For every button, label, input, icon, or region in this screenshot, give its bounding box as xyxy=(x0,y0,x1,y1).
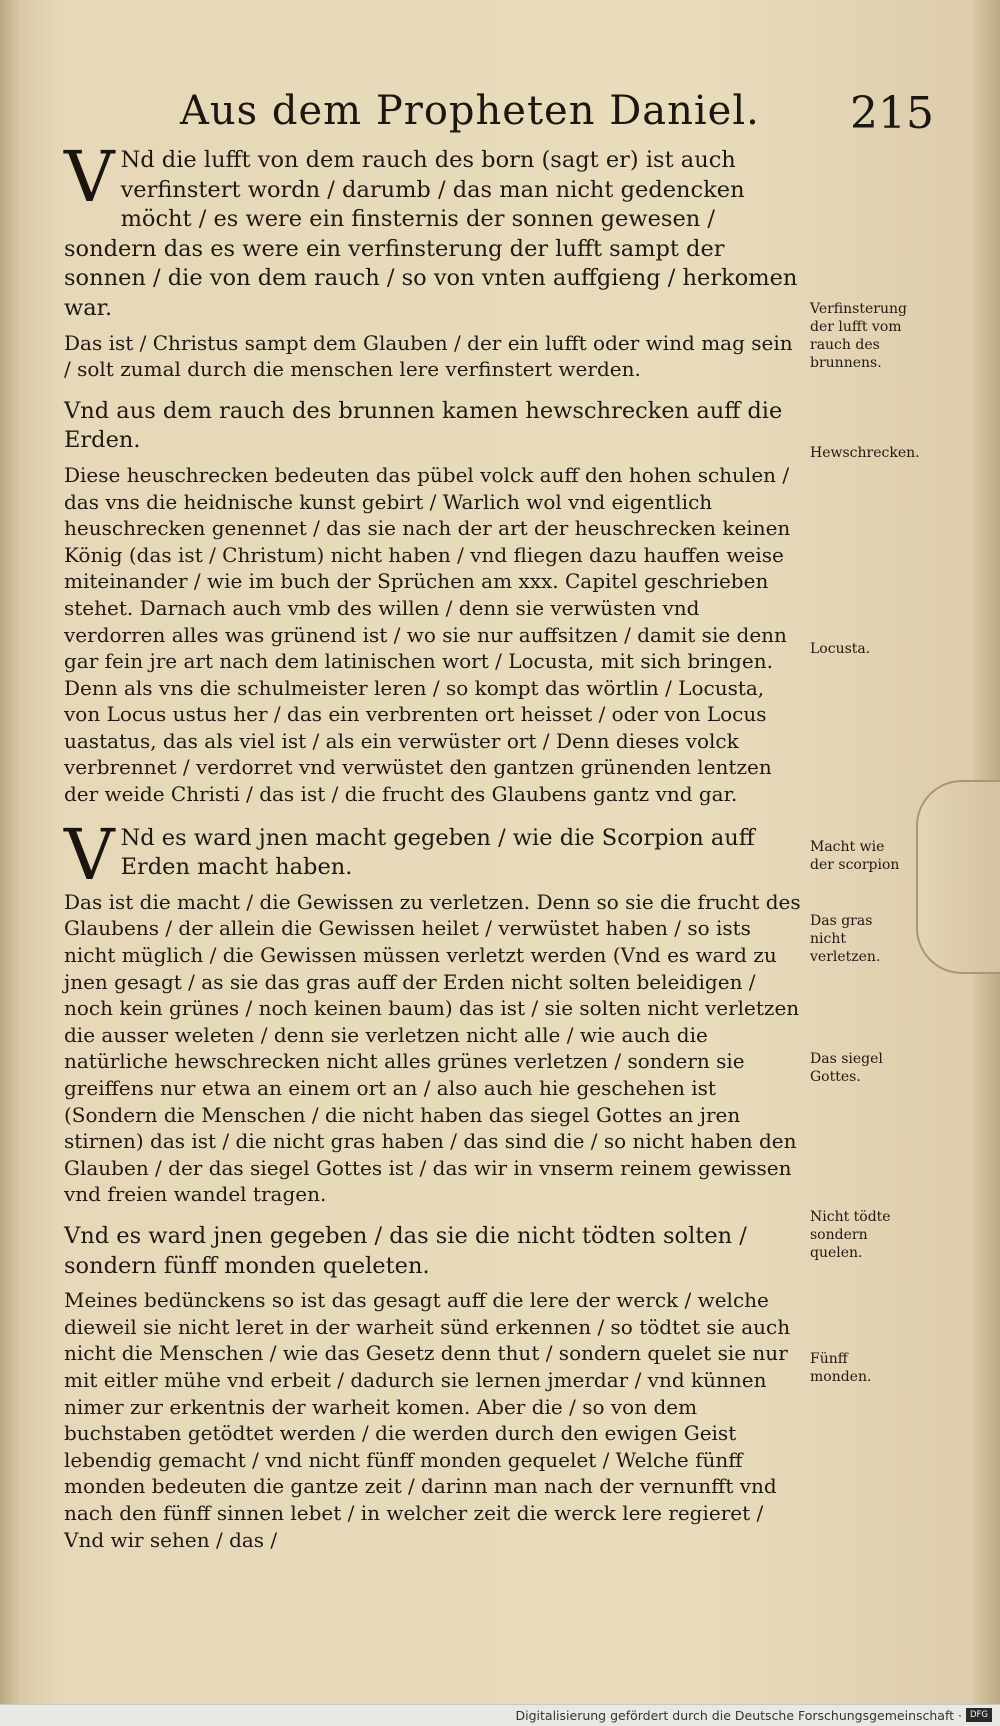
commentary-text: Das ist / Christus sampt dem Glauben / der ein lufft oder wind mag sein / solt zumal durch die menschen lere verfinstert werden. xyxy=(64,330,793,382)
page-header xyxy=(180,88,934,144)
commentary-paragraph xyxy=(64,330,804,383)
margin-note: Nicht tödte sondern quelen. xyxy=(810,1209,891,1261)
digitization-footer xyxy=(0,1704,1000,1726)
verse-paragraph xyxy=(64,1222,804,1281)
funding-credit: Digitalisierung gefördert durch die Deutsche Forschungsgemeinschaft · xyxy=(515,1708,962,1723)
body-text xyxy=(64,136,804,1553)
drop-initial: V xyxy=(64,136,115,218)
margin-note: Das siegel Gottes. xyxy=(810,1051,883,1085)
dfg-logo-icon: DFG xyxy=(966,1708,992,1722)
margin-note: Locusta. xyxy=(810,641,871,657)
margin-note: Macht wie der scorpion xyxy=(810,839,900,873)
verse-text: Nd die lufft von dem rauch des born (sagt er) ist auch verfinstert wordn / darumb / das man nicht gedencken möcht / es were ein finsternis der sonnen gewesen / sondern das es were ein verfinsterung der lufft sampt der sonnen / die von dem rauch / so von vnten auffgieng / herkomen war. xyxy=(64,147,798,321)
running-title: Aus dem Propheten Daniel. xyxy=(180,88,760,134)
commentary-paragraph xyxy=(64,889,804,1208)
verse-paragraph xyxy=(64,397,804,456)
commentary-text: Das ist die macht / die Gewissen zu verletzen. Denn so sie die frucht des Glaubens / der allein die Gewissen heilet / verwüstet haben / so ists nicht müglich / die Gewissen müssen verletzt werden (Vnd es ward zu jnen gesagt / as sie das gras auff der Erden nicht solten beleidigen / noch kein grünes / noch keinen baum) das ist / sie solten nicht verletzen die ausser weleten / denn sie verletzen nicht alle / wie auch die natürliche hewschrecken nicht alles grünes verletzen / sondern sie greiffens nur etwa an einem ort an / also auch hie geschehen ist (Sondern die Menschen / die nicht haben das siegel Gottes an jren stirnen) das ist / die nicht gras haben / das sind die / so nicht haben den Glauben / der das siegel Gottes ist / das wir in vnserm reinem gewissen vnd freien wandel tragen. xyxy=(64,889,801,1207)
commentary-text: Diese heuschrecken bedeuten das pübel volck auff den hohen schulen / das vns die heidnische kunst gebirt / Warlich wol vnd eigentlich heuschrecken genennet / das sie nach der art der heuschrecken keinen König (das ist / Christum) nicht haben / vnd fliegen dazu hauffen weise miteinander / wie im buch der Sprüchen am xxx. Capitel geschrieben stehet. Darnach auch vmb des willen / denn sie verwüsten vnd verdorren alles was grünend ist / wo sie nur auffsitzen / damit sie denn gar fein jre art nach dem latinischen wort / Locusta, mit sich bringen. Denn als vns die schulmeister leren / so kompt das wörtlin / Locusta, von Locus ustus her / das ein verbrenten ort heisset / oder von Locus uastatus, das als viel ist / als ein verwüster ort / Denn dieses volck verbrennet / verdorret vnd verwüstet den gantzen grünenden lentzen der weide Christi / das ist / die frucht des Glaubens gantz vnd gar. xyxy=(64,462,791,807)
margin-note: Hewschrecken. xyxy=(810,445,920,461)
margin-note: Fünff monden. xyxy=(810,1351,872,1385)
margin-note: Verfinsterung der lufft vom rauch des brunnens. xyxy=(810,301,907,371)
book-clip-tab xyxy=(916,780,1000,974)
verse-paragraph xyxy=(64,813,804,896)
verse-text: Vnd es ward jnen gegeben / das sie die nicht tödten solten / sondern fünff monden queleten. xyxy=(64,1222,747,1279)
drop-initial: V xyxy=(64,813,115,896)
verse-text: Nd es ward jnen macht gegeben / wie die Scorpion auff Erden macht haben. xyxy=(120,824,755,881)
commentary-paragraph xyxy=(64,1287,804,1553)
verse-text: Vnd aus dem rauch des brunnen kamen hewschrecken auff die Erden. xyxy=(64,397,783,454)
commentary-paragraph xyxy=(64,462,804,808)
verse-paragraph xyxy=(64,136,804,324)
page-number: 215 xyxy=(850,88,934,139)
margin-note: Das gras nicht verletzen. xyxy=(810,913,881,965)
commentary-text: Meines bedünckens so ist das gesagt auff die lere der werck / welche dieweil sie nicht leret in der warheit sünd erkennen / so tödtet sie auch nicht die Menschen / wie das Gesetz denn thut / sondern quelet sie nur mit eitler mühe vnd erbeit / dadurch sie lernen jmerdar / vnd künnen nimer zur erkentnis der warheit komen. Aber die / so von dem buchstaben getödtet werden / die werden durch den ewigen Geist lebendig gemacht / vnd nicht fünff monden gequelet / Welche fünff monden bedeuten die gantze zeit / darinn man nach der vernunfft vnd nach den fünff sinnen lebet / in welcher zeit die werck lere regieret / Vnd wir sehen / das / xyxy=(64,1288,791,1552)
